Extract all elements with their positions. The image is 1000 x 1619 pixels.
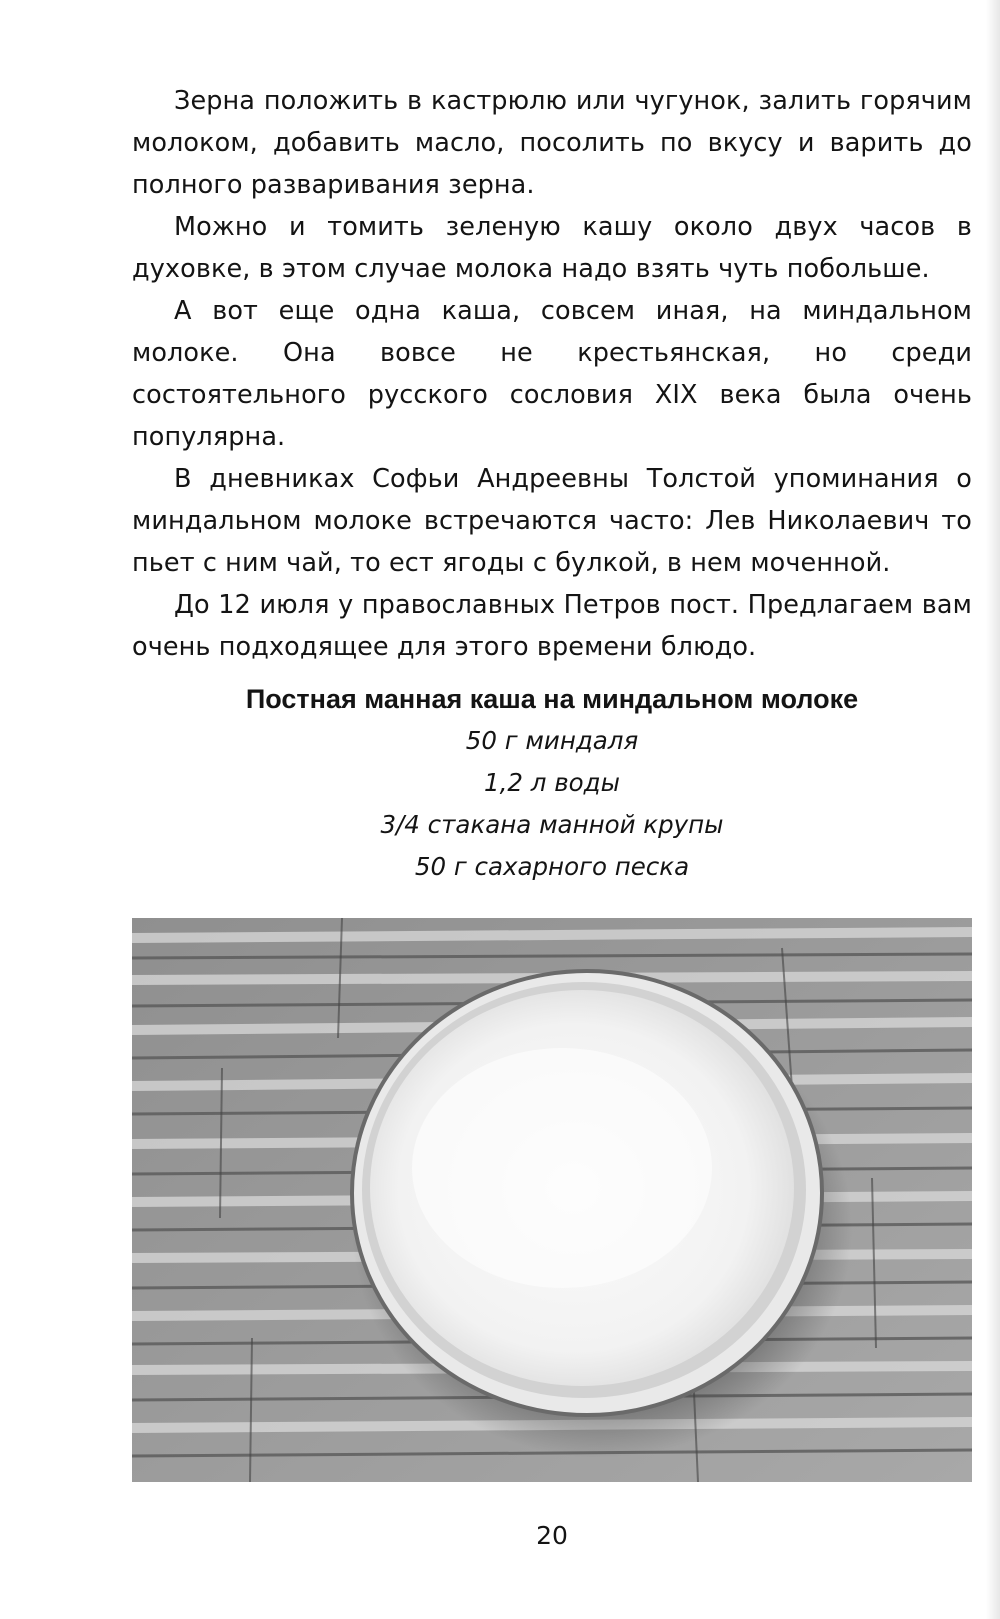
ingredient-item: 50 г сахарного песка [414, 852, 690, 881]
page-number: 20 [536, 1521, 568, 1550]
ingredient-item: 3/4 стакана манной крупы [380, 810, 724, 839]
body-text [132, 80, 972, 668]
page-edge-shadow [986, 0, 1000, 1619]
recipe-title: Постная манная каша на миндальном молоке [245, 684, 859, 714]
paragraph-2: Можно и томить зеленую кашу около двух часов в духовке, в этом случае молока надо взять чуть побольше. [132, 212, 972, 284]
paragraph-3: А вот еще одна каша, совсем иная, на миндальном молоке. Она вовсе не крестьянская, но среди состоятельного русского сословия XIX века была очень популярна. [132, 296, 972, 452]
bowl-photo [132, 918, 972, 1482]
paragraph-5: До 12 июля у православных Петров пост. Предлагаем вам очень подходящее для этого времени блюдо. [132, 590, 972, 662]
ingredient-item: 1,2 л воды [484, 768, 620, 797]
paragraph-1: Зерна положить в кастрюлю или чугунок, залить горячим молоком, добавить масло, посолить по вкусу и варить до полного разваривания зерна. [132, 86, 972, 200]
paragraph-4: В дневниках Софьи Андреевны Толстой упоминания о миндальном молоке встречаются часто: Лев Николаевич то пьет с ним чай, то ест ягоды с булкой, в нем моченной. [132, 464, 972, 578]
ingredient-item: 50 г миндаля [465, 726, 639, 755]
recipe-block [132, 678, 972, 888]
